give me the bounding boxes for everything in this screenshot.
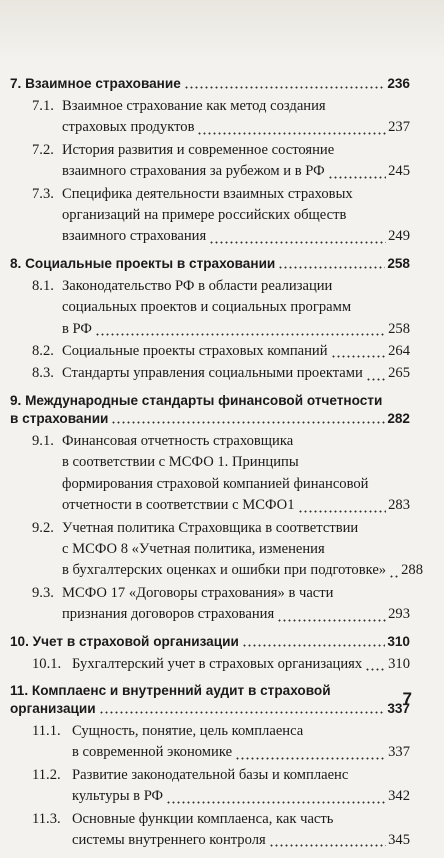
chapter-entry-row: [10, 633, 410, 651]
section-title-last-line: Социальные проекты страховых компаний: [62, 343, 328, 360]
section-page-number: 293: [388, 606, 410, 623]
dot-leader: [235, 745, 386, 760]
chapter-page-number: 236: [387, 76, 410, 91]
chapter-heading[interactable]: [10, 255, 410, 273]
chapter-title-line: 11. Комплаенс и внутренний аудит в страховой: [10, 682, 331, 698]
section-title-line: в соответствии с МСФО 1. Принципы: [62, 454, 299, 471]
section-title-line: История развития и современное состояние: [62, 141, 335, 158]
section-entry-row: [62, 226, 410, 247]
section-page-number: 283: [388, 497, 410, 514]
page-number: 7: [402, 689, 412, 708]
page-top-edge: [0, 0, 444, 60]
section-entry-row: [72, 786, 410, 807]
section-title-last-line: культуры в РФ: [72, 788, 164, 805]
section-page-number: 237: [388, 119, 410, 136]
toc-section[interactable]: [10, 96, 410, 139]
section-entry-row: [62, 604, 410, 625]
toc-section[interactable]: [10, 341, 410, 362]
chapter-title-line: 9. Международные стандарты финансовой отчетности: [10, 392, 383, 408]
section-title-last-line: системы внутреннего контроля: [72, 831, 266, 848]
section-title-last-line: в бухгалтерских оценках и ошибки при подготовке»: [62, 562, 387, 579]
section-title-last-line: страховых продуктов: [62, 119, 195, 136]
chapter-heading[interactable]: [10, 633, 410, 651]
section-title-last-line: в РФ: [62, 320, 92, 337]
section-title-line: Сущность, понятие, цель комплаенса: [72, 722, 304, 739]
section-page-number: 337: [388, 744, 410, 761]
section-page-number: 249: [388, 228, 410, 245]
toc-section[interactable]: [10, 518, 423, 582]
dot-leader: [184, 75, 386, 89]
dot-leader: [111, 410, 385, 424]
chapter-entry-row: [10, 255, 410, 273]
section-title-line: Взаимное страхование как метод создания: [62, 98, 326, 114]
dot-leader: [328, 164, 386, 179]
section-number: 9.2.: [32, 519, 54, 536]
section-title-line: Финансовая отчетность страховщика: [62, 432, 294, 449]
section-page-number: 310: [388, 655, 410, 672]
dot-leader: [209, 229, 386, 244]
dot-leader: [166, 789, 386, 804]
section-number: 7.2.: [32, 141, 54, 158]
section-title-last-line: отчетности в соответствии с МСФО1: [62, 497, 295, 514]
dot-leader: [278, 255, 385, 269]
section-title-line: организаций на примере российских обществ: [62, 207, 347, 224]
section-number: 9.1.: [32, 432, 54, 449]
dot-leader: [197, 120, 386, 135]
dot-leader: [365, 656, 386, 671]
section-number: 7.3.: [32, 185, 54, 202]
section-title-line: Законодательство РФ в области реализации: [62, 277, 333, 294]
dot-leader: [331, 344, 387, 359]
toc-section[interactable]: [10, 363, 410, 384]
toc-section[interactable]: [10, 809, 410, 852]
chapter-title: организации: [10, 700, 96, 716]
toc-section[interactable]: [10, 583, 410, 626]
toc-section[interactable]: [10, 765, 410, 808]
toc-section[interactable]: [10, 431, 410, 517]
section-title-last-line: Стандарты управления социальными проектами: [62, 365, 363, 382]
chapter-title: 8. Социальные проекты в страховании: [10, 255, 276, 271]
section-entry-row: [62, 341, 410, 362]
section-page-number: 264: [388, 343, 410, 360]
section-page-number: 345: [388, 831, 410, 848]
chapter-entry-row: [10, 75, 410, 93]
section-number: 7.1.: [32, 98, 54, 114]
section-number: 8.1.: [32, 277, 54, 294]
section-title-last-line: в современной экономике: [72, 744, 233, 761]
toc-section[interactable]: [10, 140, 410, 183]
section-title-line: социальных проектов и социальных программ: [62, 299, 352, 316]
toc-chapter: [10, 392, 423, 626]
chapter-heading[interactable]: [10, 392, 410, 428]
section-page-number: 258: [388, 320, 410, 337]
section-entry-row: [62, 161, 410, 182]
section-number: 11.1.: [32, 722, 61, 739]
section-page-number: 265: [388, 365, 410, 382]
toc-chapter: [10, 682, 410, 851]
chapter-heading[interactable]: [10, 75, 410, 93]
toc-chapter: [10, 75, 410, 248]
dot-leader: [298, 498, 387, 513]
section-entry-row: [72, 830, 410, 851]
chapter-page-number: 310: [387, 633, 410, 649]
section-title-line: МСФО 17 «Договоры страхования» в части: [62, 584, 334, 601]
dot-leader: [99, 700, 386, 714]
toc-section[interactable]: [10, 276, 410, 340]
section-entry-row: [72, 654, 410, 675]
chapter-title: в страховании: [10, 410, 109, 426]
chapter-entry-row: [10, 410, 410, 428]
section-title-line: Учетная политика Страховщика в соответствии: [62, 519, 359, 536]
dot-leader: [269, 833, 386, 848]
chapter-entry-row: [10, 700, 410, 718]
toc-section[interactable]: [10, 184, 410, 248]
section-entry-row: [62, 319, 410, 340]
section-page-number: 288: [401, 562, 423, 579]
section-number: 10.1.: [32, 655, 62, 672]
section-title-line: формирования страховой компанией финансовой: [62, 475, 369, 492]
section-number: 8.2.: [32, 343, 54, 360]
section-title-last-line: взаимного страхования за рубежом и в РФ: [62, 163, 325, 180]
section-entry-row: [62, 363, 410, 384]
toc-section[interactable]: [10, 721, 410, 764]
chapter-heading[interactable]: [10, 682, 410, 718]
section-entry-row: [62, 560, 423, 581]
chapter-title: 7. Взаимное страхование: [10, 76, 181, 91]
section-entry-row: [62, 495, 410, 516]
section-title-last-line: взаимного страхования: [62, 228, 207, 245]
section-title-line: Специфика деятельности взаимных страховых: [62, 185, 353, 202]
chapter-page-number: 282: [387, 410, 410, 426]
section-page-number: 342: [388, 788, 410, 805]
section-title-line: Развитие законодательной базы и комплаенс: [72, 766, 349, 783]
dot-leader: [389, 563, 399, 578]
section-title-last-line: Бухгалтерский учет в страховых организациях: [72, 655, 363, 672]
section-number: 8.3.: [32, 365, 54, 382]
dot-leader: [242, 633, 386, 647]
section-title-line: с МСФО 8 «Учетная политика, изменения: [62, 540, 325, 557]
section-entry-row: [72, 742, 410, 763]
chapter-page-number: 258: [387, 255, 410, 271]
toc-section[interactable]: [10, 654, 410, 675]
section-title-line: Основные функции комплаенса, как часть: [72, 810, 334, 827]
chapter-page-number: 337: [387, 700, 410, 716]
section-title-last-line: признания договоров страхования: [62, 606, 275, 623]
section-number: 9.3.: [32, 584, 54, 601]
toc-chapter: [10, 255, 410, 385]
table-of-contents: [10, 75, 423, 858]
dot-leader: [95, 321, 386, 336]
chapter-title: 10. Учет в страховой организации: [10, 633, 239, 649]
section-number: 11.2.: [32, 766, 61, 783]
section-entry-row: [62, 117, 410, 138]
dot-leader: [277, 607, 386, 622]
dot-leader: [366, 366, 386, 381]
section-number: 11.3.: [32, 810, 61, 827]
section-page-number: 245: [388, 163, 410, 180]
toc-chapter: [10, 633, 410, 675]
